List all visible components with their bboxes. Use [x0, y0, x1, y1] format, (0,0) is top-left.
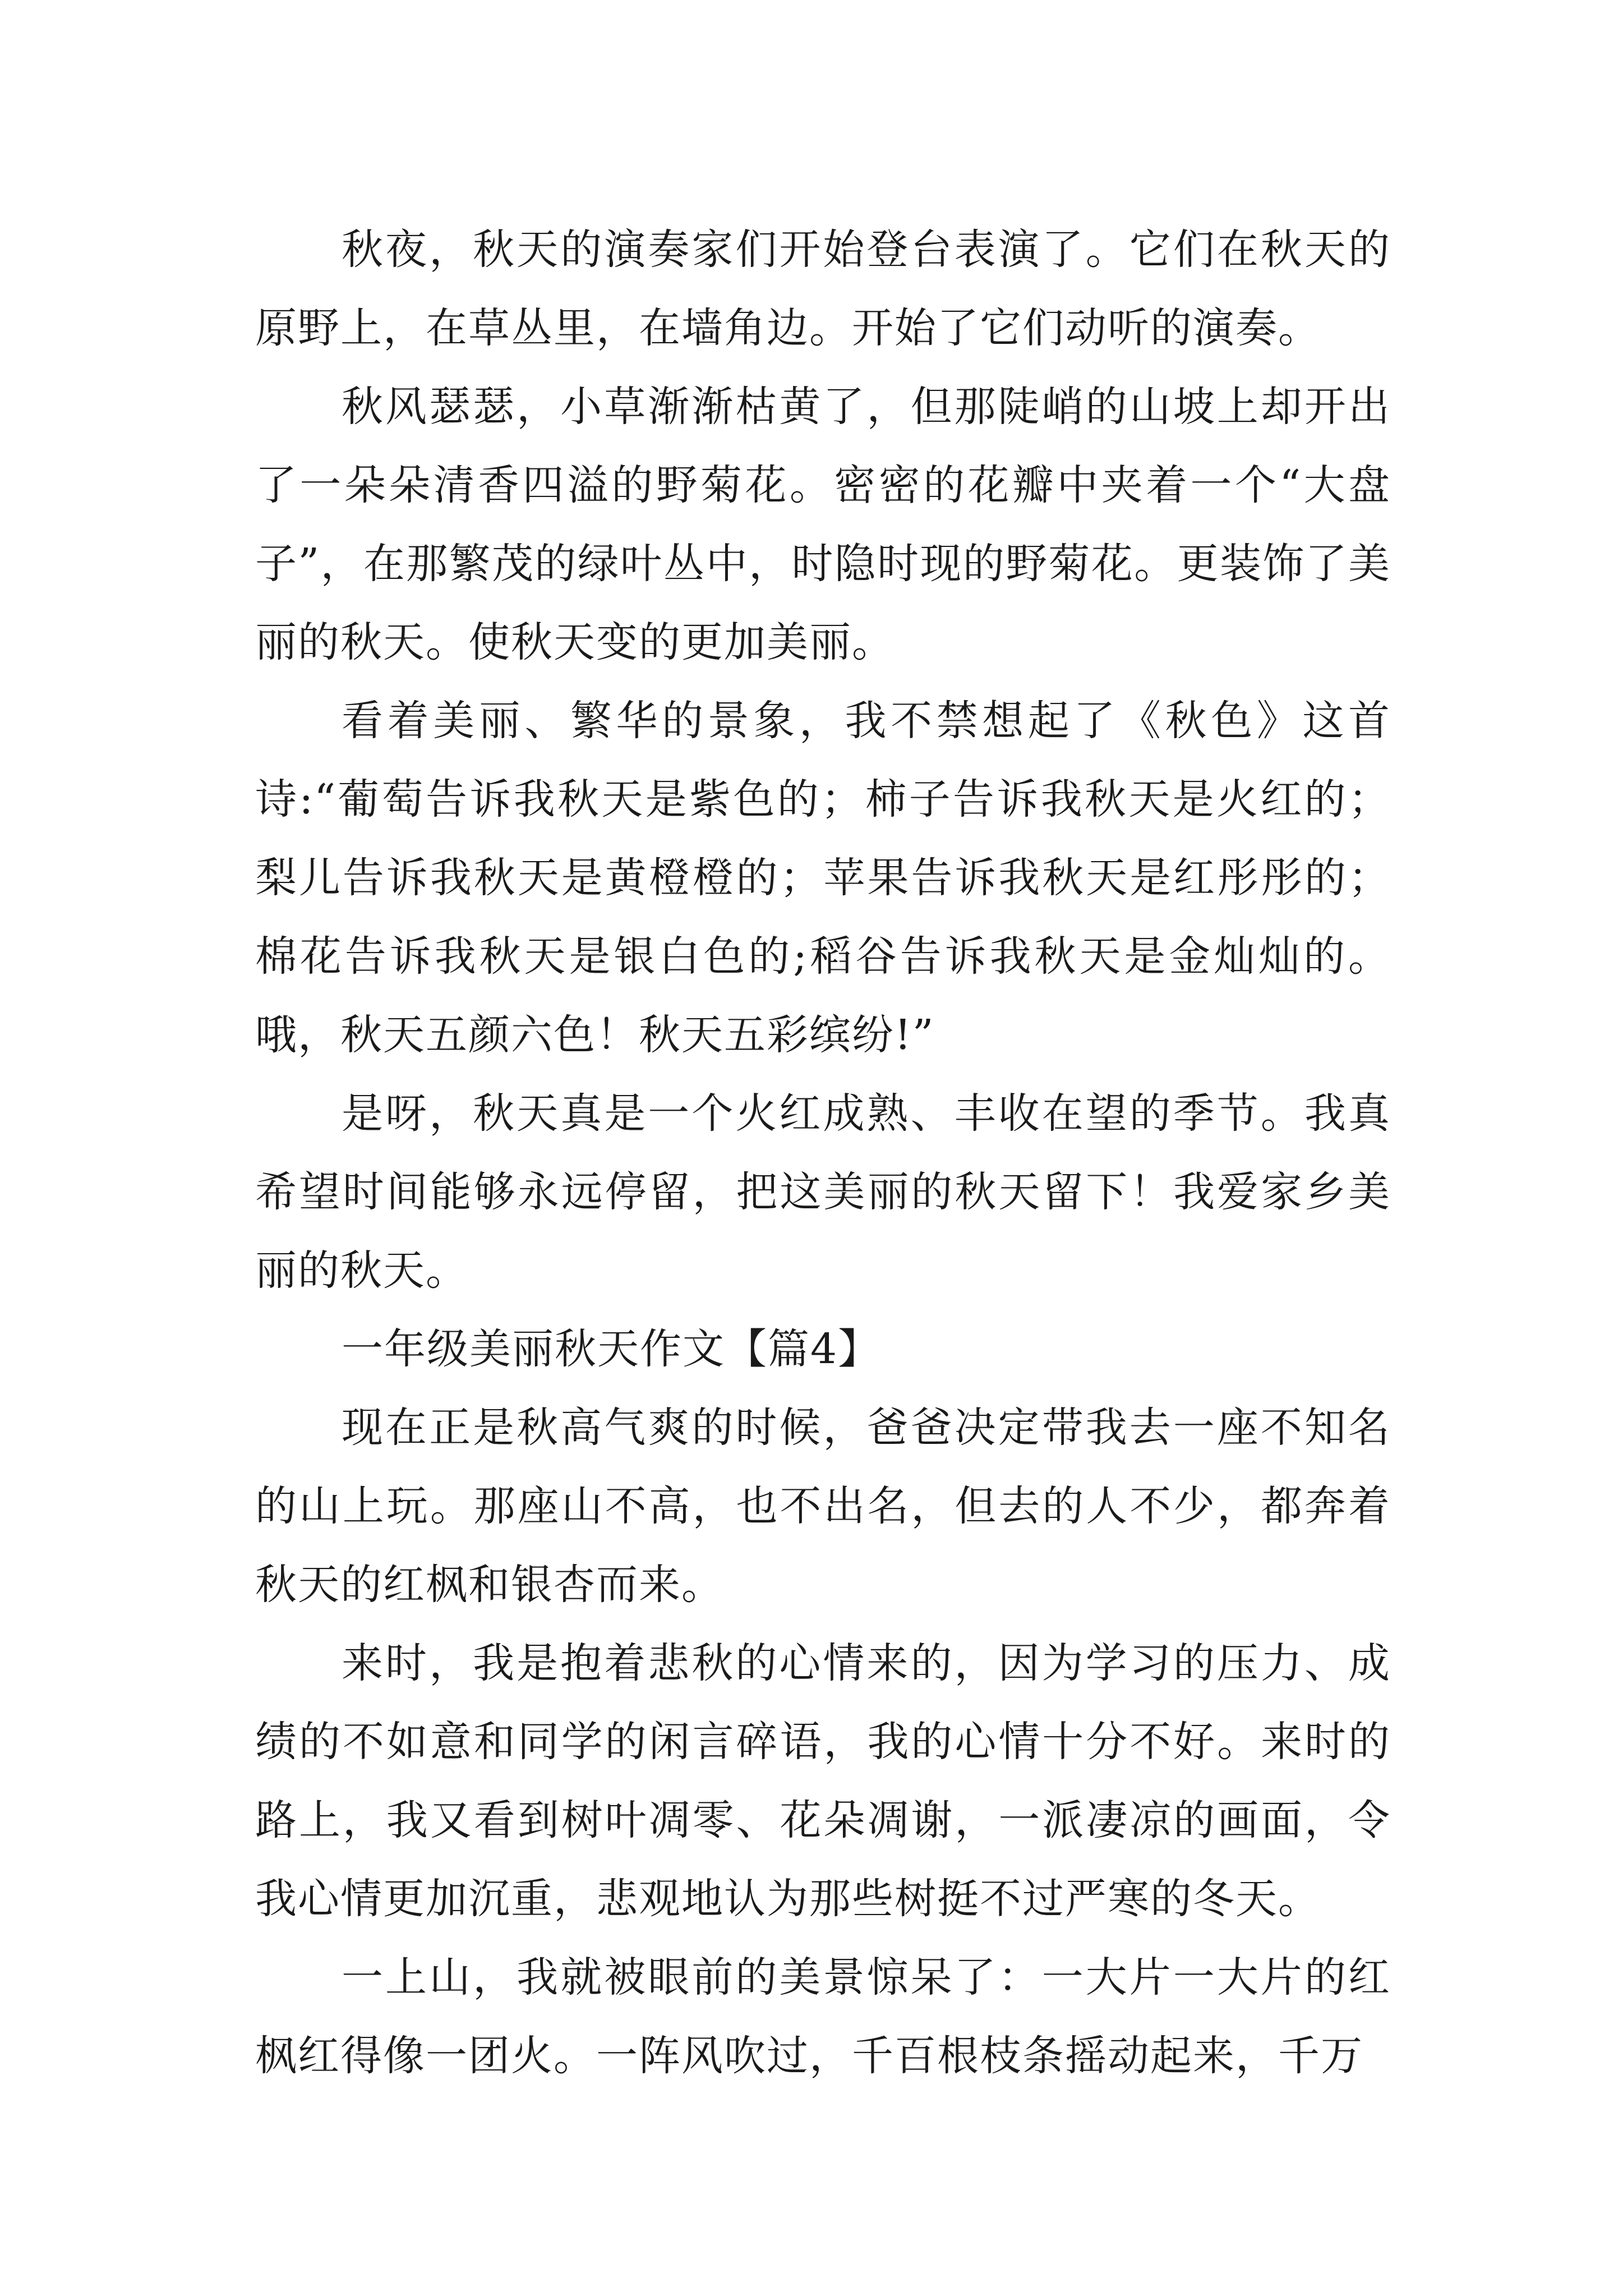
document-body	[255, 210, 1391, 2095]
paragraph-harvest-season: 是呀，秋天真是一个火红成熟、丰收在望的季节。我真希望时间能够永远停留，把这美丽的秋天留下！我爱家乡美丽的秋天。	[255, 1089, 1391, 1295]
paragraph-autumn-colors-poem: 看着美丽、繁华的景象，我不禁想起了《秋色》这首诗:“葡萄告诉我秋天是紫色的；柿子告诉我秋天是火红的；梨儿告诉我秋天是黄橙橙的；苹果告诉我秋天是红彤彤的；棉花告诉我秋天是银白色的;稻谷告诉我秋天是金灿灿的。哦，秋天五颜六色！秋天五彩缤纷!”	[255, 697, 1391, 1059]
section-heading: 一年级美丽秋天作文【篇4】	[342, 1325, 881, 1373]
paragraph-sad-mood: 来时，我是抱着悲秋的心情来的，因为学习的压力、成绩的不如意和同学的闲言碎语，我的心情十分不好。来时的路上，我又看到树叶凋零、花朵凋谢，一派凄凉的画面，令我心情更加沉重，悲观地认为那些树挺不过严寒的冬天。	[255, 1639, 1391, 1923]
paragraph-autumn-night: 秋夜，秋天的演奏家们开始登台表演了。它们在秋天的原野上，在草丛里，在墙角边。开始了它们动听的演奏。	[255, 226, 1391, 352]
paragraph-mountain-trip: 现在正是秋高气爽的时候，爸爸决定带我去一座不知名的山上玩。那座山不高，也不出名，但去的人不少，都奔着秋天的红枫和银杏而来。	[255, 1404, 1391, 1609]
paragraph-wild-chrysanthemum: 秋风瑟瑟，小草渐渐枯黄了，但那陡峭的山坡上却开出了一朵朵清香四溢的野菊花。密密的花瓣中夹着一个“大盘子”，在那繁茂的绿叶丛中，时隐时现的野菊花。更装饰了美丽的秋天。使秋天变的更加美丽。	[255, 383, 1391, 666]
paragraph-red-maples: 一上山，我就被眼前的美景惊呆了：一大片一大片的红枫红得像一团火。一阵风吹过，千百根枝条摇动起来，千万	[255, 1953, 1391, 2080]
